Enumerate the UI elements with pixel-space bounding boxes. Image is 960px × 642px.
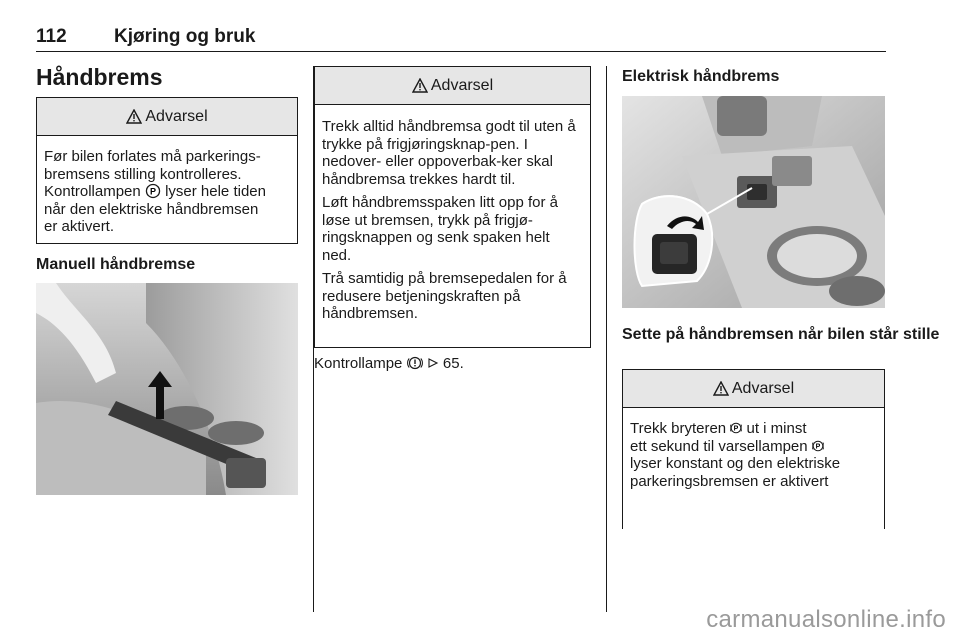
control-lamp-reference [314, 355, 464, 372]
warning-header [37, 98, 297, 136]
watermark: carmanualsonline.info [706, 606, 946, 633]
column-divider-2 [606, 66, 607, 612]
warning1-line: Før bilen forlates må parkerings- [44, 148, 261, 165]
warning-box-2 [314, 66, 591, 348]
control-lamp-label: Kontrollampe [314, 355, 403, 372]
warning3-line: ett sekund til varsellampen P [630, 438, 877, 456]
warning-header [315, 67, 590, 105]
warning-body-2 [315, 105, 590, 331]
warning2-paragraph-1: Trekk alltid håndbremsa godt til uten å trykke på frigjøringsknap-pen. I nedover- eller oppoverbak-ker skal håndbremsa trekkes hardt til. [322, 118, 576, 188]
parking-brake-lamp-icon [145, 183, 161, 199]
warning2-paragraph-2: Løft håndbremsspaken litt opp for å løse ut bremsen, trykk på frigjø-ringsknappen og senk spaken helt ned. [322, 194, 558, 264]
warning3-line: lyser konstant og den elektriske [630, 455, 841, 472]
warning-triangle-icon [713, 381, 729, 396]
warning-triangle-icon [126, 109, 142, 124]
control-lamp-page: 65. [442, 355, 464, 372]
electric-handbrake-photo [622, 96, 885, 308]
section-title: Håndbrems [36, 64, 163, 90]
warning-body-1 [37, 136, 297, 244]
chapter-title: Kjøring og bruk [114, 26, 256, 47]
page-header [36, 26, 886, 52]
svg-text:P: P [815, 443, 821, 450]
warning-box-1 [36, 97, 298, 244]
warning1-line: når den elektriske håndbremsen [44, 200, 259, 218]
warning3-line: Trekk bryteren P ut i minst [630, 420, 807, 437]
warning2-paragraph-3: Trå samtidig på bremsepedalen for å redusere betjeningskraften på håndbremsen. [322, 270, 567, 322]
warning1-line: bremsens stilling kontrolleres. [44, 165, 242, 183]
page-reference-arrow-icon [427, 357, 439, 369]
manual-brake-heading: Manuell håndbremse [36, 256, 196, 273]
svg-text:P: P [733, 425, 739, 433]
warning-header [623, 370, 884, 408]
page-number: 112 [36, 26, 67, 47]
warning-label: Advarsel [145, 107, 208, 125]
warning-label: Advarsel [430, 76, 494, 94]
brake-warning-lamp-icon [407, 355, 423, 371]
warning1-line: Kontrollampen P lyser hele tiden [44, 183, 266, 200]
svg-text:P: P [149, 186, 156, 197]
parking-brake-switch-icon [730, 422, 742, 434]
parking-brake-lamp-small-icon [812, 440, 824, 452]
warning-triangle-icon [412, 78, 428, 93]
electric-brake-heading: Elektrisk håndbrems [622, 68, 780, 85]
warning-label: Advarsel [731, 379, 795, 397]
warning3-line: parkeringsbremsen er aktivert [630, 472, 829, 490]
manual-handbrake-photo [36, 283, 298, 495]
warning1-line: er aktivert. [44, 218, 115, 235]
warning-box-3 [622, 369, 885, 529]
electric-handbrake-illustration [622, 96, 885, 308]
standstill-heading: Sette på håndbremsen når bilen står stille [622, 326, 940, 343]
manual-handbrake-illustration [36, 283, 298, 495]
warning-body-3 [623, 408, 884, 498]
